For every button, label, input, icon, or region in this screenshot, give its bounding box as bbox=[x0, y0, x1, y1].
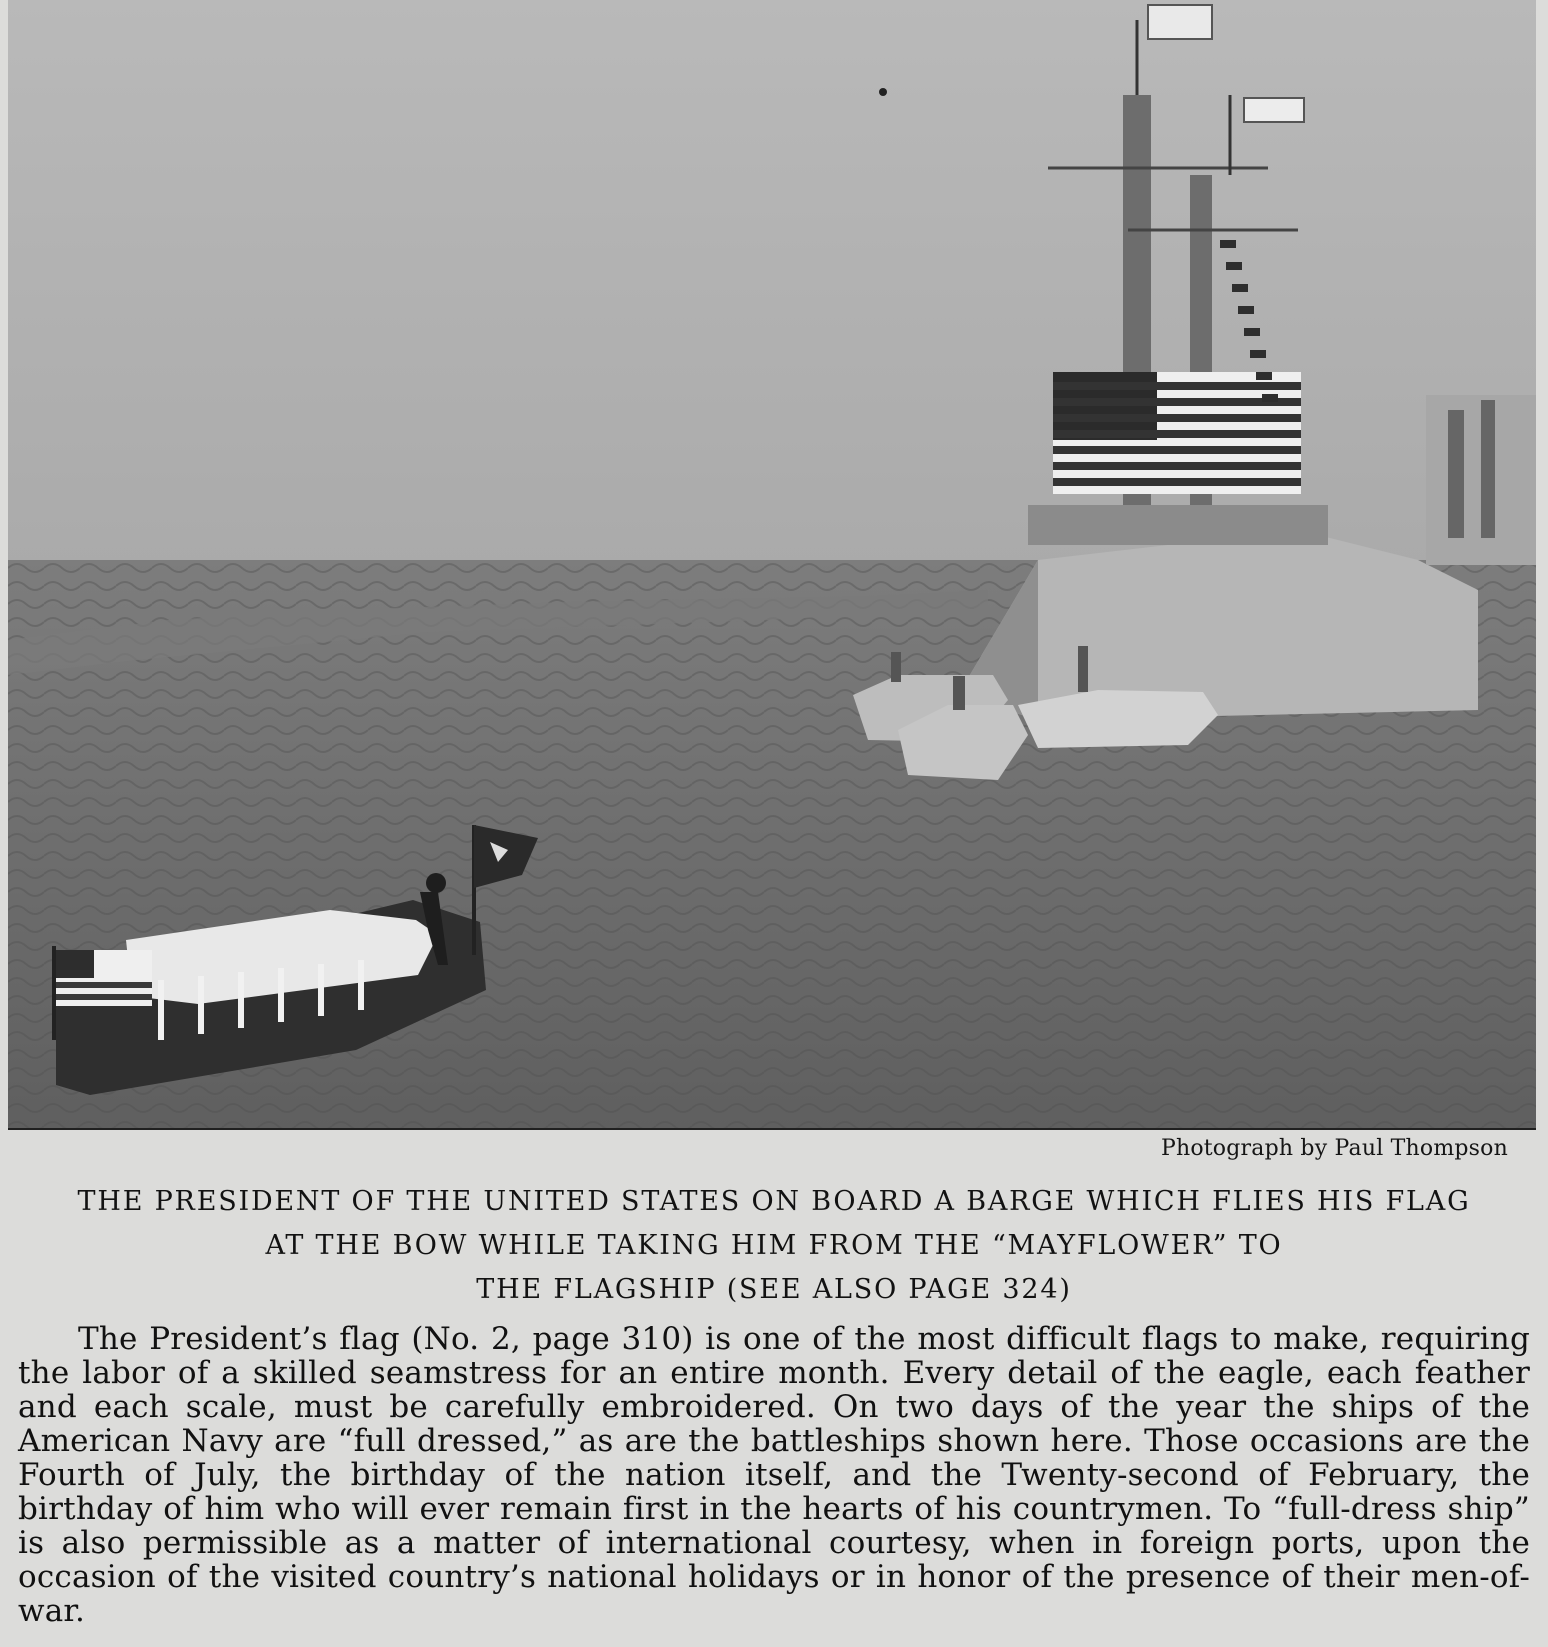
photo-credit: Photograph by Paul Thompson bbox=[1160, 1136, 1508, 1161]
caption-line-1: THE PRESIDENT OF THE UNITED STATES ON BOARD A BARGE WHICH FLIES HIS FLAG bbox=[77, 1186, 1471, 1217]
battleship-barge-photo bbox=[8, 0, 1536, 1128]
photo-speck bbox=[879, 88, 887, 96]
caption-line-3: THE FLAGSHIP (SEE ALSO PAGE 324) bbox=[476, 1274, 1072, 1305]
body-paragraph: The President’s flag (No. 2, page 310) is one of the most difficult flags to make, requiring the labor of a skilled seamstress for an entire month. Every detail of the eagle, each feather and each scale, must be carefully embroidered. On two days of the year the ships of the American Navy are “full dressed,” as are the battleships shown here. Those occasions are the Fourth of July, the birthday of the nation itself, and the Twenty-second of February, the birthday of him who will ever remain first in the hearts of his countrymen. To “full-dress ship” is also permissible as a matter of international courtesy, when in foreign ports, upon the occasion of the visited country’s national holidays or in honor of the presence of their men-of-war. bbox=[18, 1321, 1530, 1629]
historic-photograph bbox=[8, 0, 1536, 1130]
caption-line-2: AT THE BOW WHILE TAKING HIM FROM THE “MAYFLOWER” TO bbox=[265, 1230, 1283, 1261]
second-warship bbox=[1426, 395, 1536, 565]
battleship-flag bbox=[1053, 372, 1301, 494]
